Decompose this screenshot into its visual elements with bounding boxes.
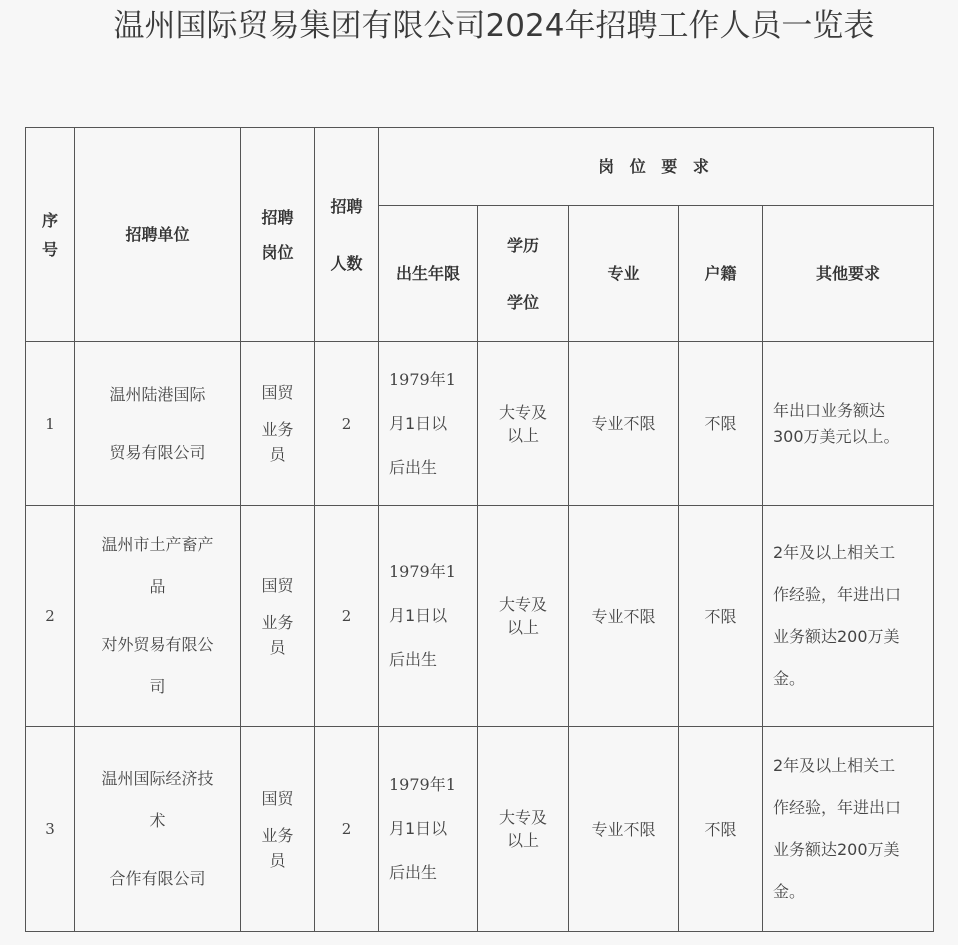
header-major: 专业 bbox=[569, 206, 679, 342]
row-other-line: 业务额达200万美 bbox=[773, 840, 900, 859]
row-post-line: 国贸 bbox=[261, 575, 294, 595]
row-unit-line: 品 bbox=[149, 577, 166, 596]
row-birth-line: 月1日以 bbox=[389, 606, 448, 625]
row-other-line: 300万美元以上。 bbox=[773, 426, 900, 446]
row-birth-line: 后出生 bbox=[389, 863, 438, 882]
header-index bbox=[26, 128, 75, 342]
header-index-line2: 号 bbox=[41, 239, 58, 259]
page-title: 温州国际贸易集团有限公司2024年招聘工作人员一览表 bbox=[113, 8, 875, 44]
row-unit-line: 温州国际经济技 bbox=[101, 769, 214, 788]
header-requirements: 岗 位 要 求 bbox=[379, 128, 934, 206]
row-unit-line: 贸易有限公司 bbox=[109, 443, 206, 462]
row-other-line: 金。 bbox=[773, 669, 806, 688]
recruitment-table bbox=[25, 127, 934, 932]
row-other-line: 年出口业务额达 bbox=[773, 400, 886, 420]
row-education bbox=[478, 506, 569, 727]
header-hukou: 户籍 bbox=[679, 206, 763, 342]
row-birth-line: 1979年1 bbox=[389, 562, 456, 581]
table-row bbox=[26, 342, 934, 506]
header-count-line2: 人数 bbox=[330, 253, 363, 273]
row-birth-line: 后出生 bbox=[389, 457, 438, 477]
row-education-line: 以上 bbox=[506, 425, 539, 445]
row-education-line: 以上 bbox=[506, 618, 539, 637]
row-other-line: 2年及以上相关工 bbox=[773, 543, 896, 562]
row-post bbox=[241, 342, 315, 506]
row-post-line: 员 bbox=[269, 637, 286, 657]
header-education-line1: 学历 bbox=[506, 235, 539, 255]
row-birth bbox=[379, 342, 478, 506]
row-index: 3 bbox=[26, 727, 75, 932]
row-unit bbox=[75, 342, 241, 506]
row-post-line: 业务 bbox=[261, 825, 294, 845]
row-post-line: 国贸 bbox=[261, 383, 294, 402]
row-other bbox=[763, 506, 934, 727]
header-post bbox=[241, 128, 315, 342]
header-post-line2: 岗位 bbox=[261, 242, 294, 262]
row-unit bbox=[75, 727, 241, 932]
row-unit bbox=[75, 506, 241, 727]
header-count-line1: 招聘 bbox=[330, 196, 363, 216]
row-birth-line: 1979年1 bbox=[389, 775, 456, 794]
row-hukou: 不限 bbox=[679, 506, 763, 727]
row-count: 2 bbox=[315, 506, 379, 727]
row-hukou: 不限 bbox=[679, 727, 763, 932]
row-birth bbox=[379, 727, 478, 932]
row-unit-line: 合作有限公司 bbox=[109, 869, 206, 888]
row-unit-line: 术 bbox=[149, 811, 166, 830]
row-post-line: 国贸 bbox=[261, 788, 294, 808]
row-birth-line: 1979年1 bbox=[389, 369, 456, 389]
row-other-line: 金。 bbox=[773, 882, 806, 901]
row-major: 专业不限 bbox=[569, 727, 679, 932]
row-post-line: 员 bbox=[269, 445, 286, 464]
header-education bbox=[478, 206, 569, 342]
row-post-line: 员 bbox=[269, 850, 286, 870]
row-unit-line: 温州市土产畜产 bbox=[101, 535, 214, 554]
table-row bbox=[26, 506, 934, 727]
row-other-line: 作经验，年进出口 bbox=[773, 798, 902, 817]
header-unit: 招聘单位 bbox=[75, 128, 241, 342]
table-row bbox=[26, 727, 934, 932]
row-other bbox=[763, 727, 934, 932]
header-other: 其他要求 bbox=[763, 206, 934, 342]
row-count: 2 bbox=[315, 342, 379, 506]
row-index: 2 bbox=[26, 506, 75, 727]
row-birth bbox=[379, 506, 478, 727]
row-count: 2 bbox=[315, 727, 379, 932]
row-post-line: 业务 bbox=[261, 612, 294, 632]
row-education-line: 大专及 bbox=[498, 402, 547, 422]
header-count bbox=[315, 128, 379, 342]
row-post bbox=[241, 727, 315, 932]
row-hukou: 不限 bbox=[679, 342, 763, 506]
row-index: 1 bbox=[26, 342, 75, 506]
row-post-line: 业务 bbox=[261, 420, 294, 439]
header-education-line2: 学位 bbox=[506, 292, 539, 312]
row-birth-line: 月1日以 bbox=[389, 413, 448, 433]
row-education bbox=[478, 342, 569, 506]
row-education-line: 大专及 bbox=[498, 595, 547, 614]
row-other-line: 2年及以上相关工 bbox=[773, 756, 896, 775]
row-birth-line: 月1日以 bbox=[389, 819, 448, 838]
row-unit-line: 司 bbox=[149, 677, 166, 696]
row-education bbox=[478, 727, 569, 932]
row-post bbox=[241, 506, 315, 727]
row-birth-line: 后出生 bbox=[389, 650, 438, 669]
row-other-line: 业务额达200万美 bbox=[773, 627, 900, 646]
row-education-line: 大专及 bbox=[498, 808, 547, 827]
row-education-line: 以上 bbox=[506, 831, 539, 850]
row-major: 专业不限 bbox=[569, 506, 679, 727]
row-major: 专业不限 bbox=[569, 342, 679, 506]
row-unit-line: 对外贸易有限公 bbox=[101, 635, 214, 654]
header-post-line1: 招聘 bbox=[261, 207, 294, 227]
header-index-line1: 序 bbox=[41, 210, 58, 230]
row-unit-line: 温州陆港国际 bbox=[109, 385, 206, 404]
row-other-line: 作经验，年进出口 bbox=[773, 585, 902, 604]
header-row-top bbox=[26, 128, 934, 206]
row-other bbox=[763, 342, 934, 506]
header-birth: 出生年限 bbox=[379, 206, 478, 342]
